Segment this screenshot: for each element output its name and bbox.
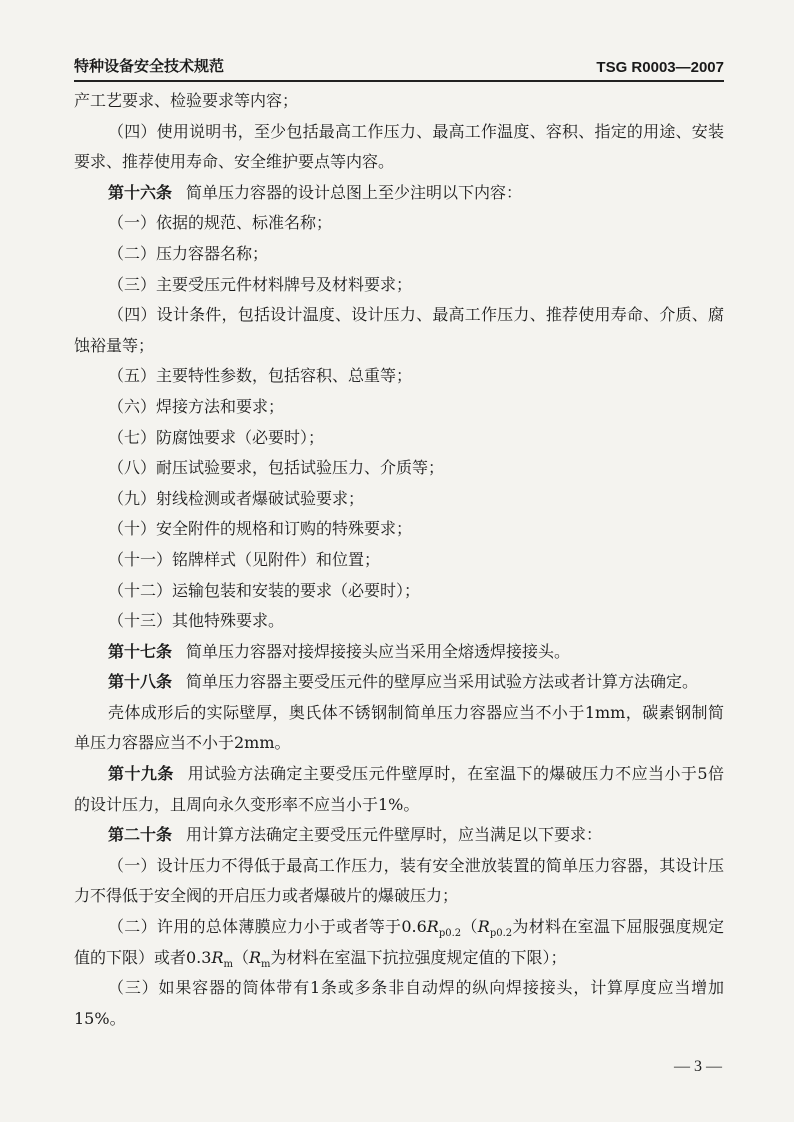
list-item: （七）防腐蚀要求（必要时）； (108, 427, 325, 447)
list-item: （十）安全附件的规格和订购的特殊要求； (108, 519, 413, 539)
article-18 (74, 667, 724, 698)
article-text: 简单压力容器的设计总图上至少注明以下内容： (186, 182, 523, 202)
article-19 (74, 759, 724, 820)
list-item: （四）使用说明书，至少包括最高工作压力、最高工作温度、容积、指定的用途、安装要求、推荐使用寿命、安全维护要点等内容。 (74, 121, 724, 172)
list-item: （二）压力容器名称； (108, 243, 269, 263)
article-label: 第十八条 (108, 672, 173, 692)
article-16 (74, 178, 724, 209)
list-item: （十三）其他特殊要求。 (108, 611, 285, 631)
article-text: 简单压力容器主要受压元件的壁厚应当采用试验方法或者计算方法确定。 (186, 672, 699, 692)
list-item: （四）设计条件，包括设计温度、设计压力、最高工作压力、推荐使用寿命、介质、腐蚀裕量等； (74, 305, 724, 355)
article-label: 第十七条 (108, 641, 173, 661)
list-item: （九）射线检测或者爆破试验要求； (108, 488, 365, 508)
document-body (74, 86, 724, 1034)
header-title: 特种设备安全技术规范 (74, 57, 225, 75)
list-item: （十二）运输包装和安装的要求（必要时）； (108, 580, 421, 600)
article-17 (74, 637, 724, 668)
list-item: （八）耐压试验要求，包括试验压力、介质等； (108, 458, 445, 478)
list-item: （一）依据的规范、标准名称； (108, 213, 333, 233)
list-item: （三）如果容器的筒体带有1条或多条非自动焊的纵向焊接接头，计算厚度应当增加15%。 (74, 978, 724, 1028)
list-item: （五）主要特性参数，包括容积、总重等； (108, 366, 413, 386)
continued-paragraph: 产工艺要求、检验要求等内容； (74, 91, 299, 110)
page-number: — 3 — (674, 1058, 722, 1075)
header-standard-code: TSG R0003—2007 (596, 59, 724, 76)
article-label: 第十九条 (108, 764, 174, 784)
list-item: （一）设计压力不得低于最高工作压力，装有安全泄放装置的简单压力容器，其设计压力不得低于安全阀的开启压力或者爆破片的爆破压力； (74, 855, 724, 906)
article-20 (74, 820, 724, 851)
list-item: （六）焊接方法和要求； (108, 396, 285, 416)
article-18-paragraph: 壳体成形后的实际壁厚，奥氏体不锈钢制简单压力容器应当不小于1mm，碳素钢制简单压力容器应当不小于2mm。 (74, 702, 724, 753)
article-text: 用计算方法确定主要受压元件壁厚时，应当满足以下要求： (186, 825, 603, 845)
running-header (74, 48, 724, 82)
article-text: 用试验方法确定主要受压元件壁厚时，在室温下的爆破压力不应当小于5倍的设计压力，且周向永久变形率不应当小于1%。 (74, 764, 724, 814)
article-text: 简单压力容器对接焊接接头应当采用全熔透焊接接头。 (186, 641, 571, 661)
article-label: 第十六条 (108, 182, 173, 202)
list-item: （十一）铭牌样式（见附件）和位置； (108, 549, 381, 569)
list-item-formula: （二）许用的总体薄膜应力小于或者等于$0.6R_{p0.2}(R_{p0.2}$为材料在室温下屈服强度规定值的下限）或者$0.3R_m(R_m$为材料在室温下抗拉强度规定值的下限）； (74, 917, 724, 970)
list-item: （三）主要受压元件材料牌号及材料要求； (108, 274, 413, 294)
article-label: 第二十条 (108, 825, 173, 845)
